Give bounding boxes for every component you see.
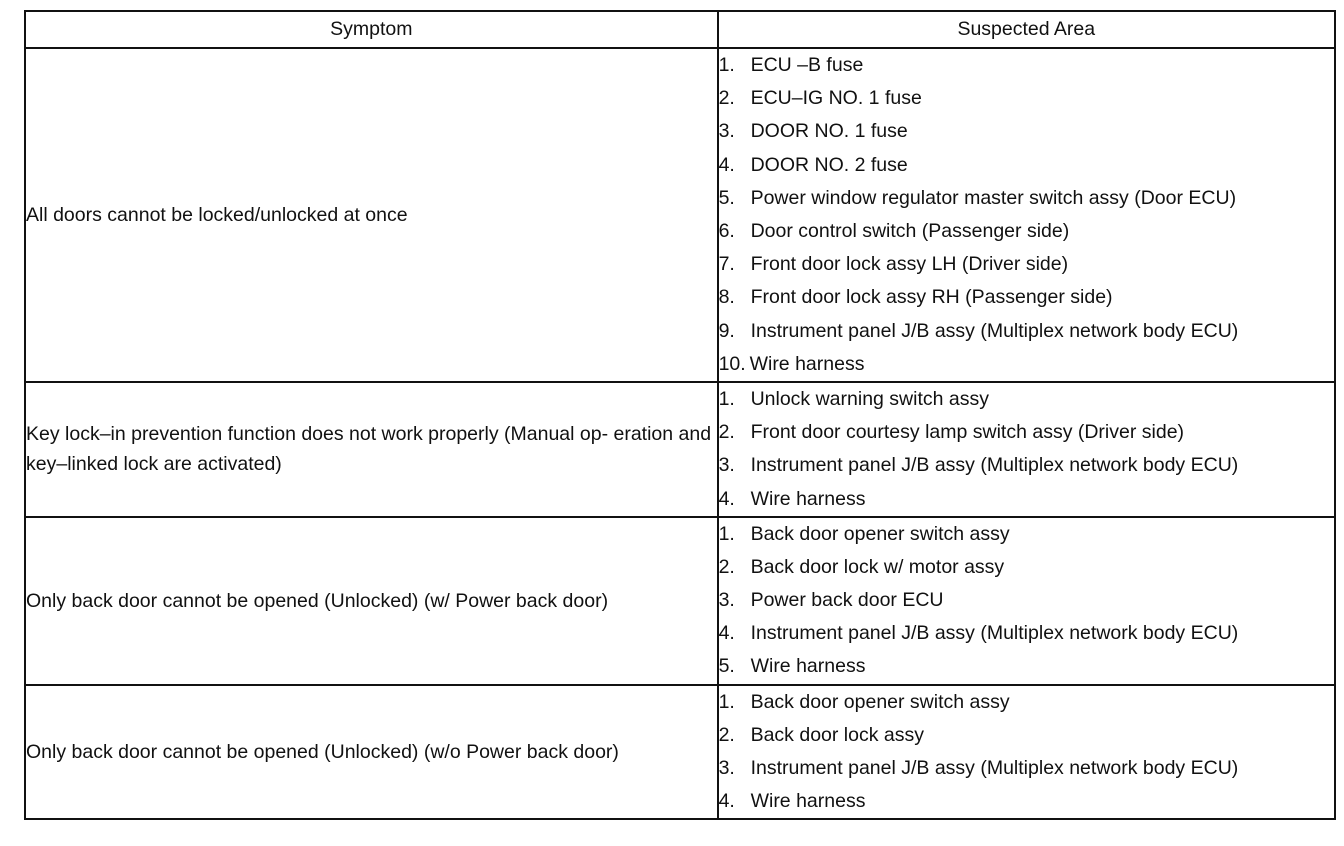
item-number: 8. [718, 286, 735, 309]
item-text: Door control switch (Passenger side) [750, 220, 1070, 243]
symptom-cell: Key lock–in prevention function does not work properly (Manual op- eration and key–linked lock are activated) [25, 382, 718, 517]
item-text: Front door courtesy lamp switch assy (Driver side) [750, 421, 1185, 444]
item-number: 1. [718, 522, 735, 545]
list-item [719, 315, 1334, 348]
item-number: 2. [718, 555, 735, 578]
item-text: Wire harness [750, 655, 866, 678]
list-item [719, 719, 1334, 752]
list-item [719, 115, 1334, 148]
item-number: 4. [718, 487, 735, 510]
list-item [719, 248, 1334, 281]
suspected-area-cell [718, 685, 1335, 820]
list-item [719, 449, 1334, 482]
list-item [719, 518, 1334, 551]
item-text: Power window regulator master switch assy (Door ECU) [750, 186, 1237, 209]
item-text: ECU–IG NO. 1 fuse [750, 87, 922, 110]
item-number: 2. [718, 723, 735, 746]
item-number: 2. [718, 421, 735, 444]
item-text: Instrument panel J/B assy (Multiplex network body ECU) [750, 622, 1239, 645]
item-number: 3. [718, 757, 735, 780]
item-number: 5. [718, 186, 735, 209]
item-number: 1. [718, 690, 735, 713]
item-text: Front door lock assy LH (Driver side) [750, 253, 1069, 276]
item-number: 3. [718, 589, 735, 612]
symptom-cell: Only back door cannot be opened (Unlocked) (w/o Power back door) [25, 685, 718, 820]
list-item [719, 215, 1334, 248]
list-item [719, 785, 1334, 818]
table-row [25, 48, 1335, 382]
list-item [719, 482, 1334, 515]
item-text: Instrument panel J/B assy (Multiplex network body ECU) [750, 757, 1239, 780]
list-item [719, 650, 1334, 683]
table-row [25, 382, 1335, 517]
item-number: 10. [718, 352, 746, 375]
item-text: Back door lock assy [750, 723, 924, 746]
table-row [25, 517, 1335, 685]
list-item [719, 551, 1334, 584]
list-item [719, 686, 1334, 719]
item-number: 1. [718, 54, 735, 77]
item-text: Back door opener switch assy [750, 690, 1010, 713]
item-number: 4. [718, 622, 735, 645]
suspected-area-cell [718, 382, 1335, 517]
item-text: Instrument panel J/B assy (Multiplex network body ECU) [750, 454, 1239, 477]
symptom-table [24, 10, 1336, 820]
list-item [719, 416, 1334, 449]
suspected-area-cell [718, 48, 1335, 382]
header-row [25, 11, 1335, 48]
item-number: 4. [718, 790, 735, 813]
symptom-column-header: Symptom [25, 11, 718, 48]
item-number: 7. [718, 253, 735, 276]
list-item [719, 281, 1334, 314]
item-number: 5. [718, 655, 735, 678]
list-item [719, 348, 1334, 381]
item-text: DOOR NO. 1 fuse [750, 120, 908, 143]
item-text: Back door lock w/ motor assy [750, 555, 1005, 578]
item-text: Wire harness [749, 352, 865, 375]
item-text: DOOR NO. 2 fuse [750, 153, 908, 176]
item-number: 9. [718, 319, 735, 342]
list-item [719, 752, 1334, 785]
list-item [719, 584, 1334, 617]
suspected-area-column-header: Suspected Area [718, 11, 1335, 48]
suspected-area-cell [718, 517, 1335, 685]
table-row [25, 685, 1335, 820]
item-number: 3. [718, 454, 735, 477]
symptom-cell: Only back door cannot be opened (Unlocked) (w/ Power back door) [25, 517, 718, 685]
list-item [719, 182, 1334, 215]
list-item [719, 149, 1334, 182]
list-item [719, 617, 1334, 650]
item-text: Front door lock assy RH (Passenger side) [750, 286, 1113, 309]
item-text: Power back door ECU [750, 589, 944, 612]
item-text: Back door opener switch assy [750, 522, 1010, 545]
symptom-cell: All doors cannot be locked/unlocked at once [25, 48, 718, 382]
item-text: Instrument panel J/B assy (Multiplex network body ECU) [750, 319, 1239, 342]
item-text: Unlock warning switch assy [750, 387, 989, 410]
item-number: 6. [718, 220, 735, 243]
item-number: 1. [718, 387, 735, 410]
item-number: 4. [718, 153, 735, 176]
item-text: ECU –B fuse [750, 54, 864, 77]
list-item [719, 82, 1334, 115]
item-number: 2. [718, 87, 735, 110]
item-number: 3. [718, 120, 735, 143]
list-item [719, 49, 1334, 82]
item-text: Wire harness [750, 790, 866, 813]
item-text: Wire harness [750, 487, 866, 510]
list-item [719, 383, 1334, 416]
